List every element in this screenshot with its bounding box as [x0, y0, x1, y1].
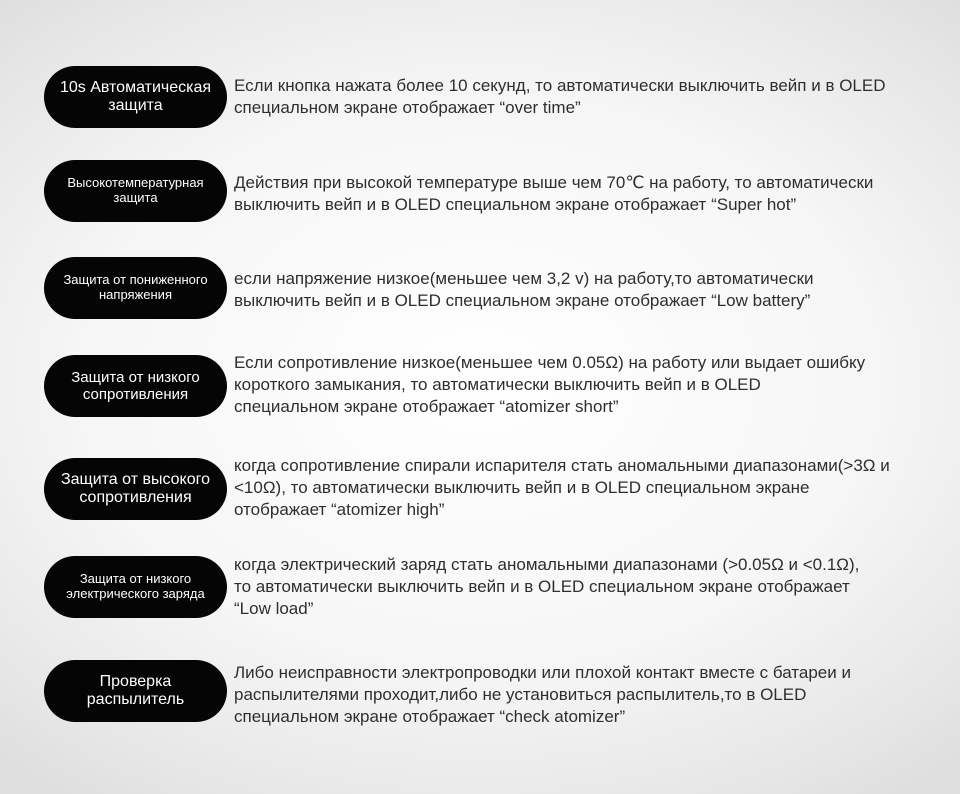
feature-badge — [44, 257, 227, 319]
feature-badge — [44, 66, 227, 128]
feature-description: если напряжение низкое(меньшее чем 3,2 v) на работу,то автоматически выключить вейп и в OLED специальном экране отображает “Low battery” — [234, 269, 814, 310]
feature-description: Действия при высокой температуре выше чем 70℃ на работу, то автоматически выключить вейп и в OLED специальном экране отображает “Super hot” — [234, 173, 874, 214]
feature-badge — [44, 458, 227, 520]
feature-description: Если сопротивление низкое(меньшее чем 0.05Ω) на работу или выдает ошибку короткого замыкания, то автоматически выключить вейп и в OLED специальном экране отображает “atomizer short” — [234, 353, 866, 416]
feature-description: когда электрический заряд стать аномальными диапазонами (>0.05Ω и <0.1Ω), то автоматически выключить вейп и в OLED специальном экране отображает “Low load” — [234, 555, 860, 618]
feature-badge-label: Защита от низкого сопротивления — [71, 368, 200, 403]
feature-badge-label: Высокотемпературная защита — [67, 175, 204, 205]
feature-badge — [44, 160, 227, 222]
feature-badge — [44, 355, 227, 417]
feature-badge-label: Защита от низкого электрического заряда — [66, 571, 205, 601]
feature-badge-label: 10s Автоматическая защита — [59, 78, 212, 114]
feature-description: когда сопротивление спирали испарителя стать аномальными диапазонами(>3Ω и <10Ω), то автоматически выключить вейп и в OLED специальном экране отображает “atomizer high” — [234, 456, 890, 519]
feature-badge-label: Защита от высокого сопротивления — [60, 470, 210, 506]
feature-badge-label: Защита от пониженного напряжения — [63, 272, 208, 302]
feature-badge — [44, 556, 227, 618]
feature-description: Если кнопка нажата более 10 секунд, то автоматически выключить вейп и в OLED специальном экране отображает “over time” — [234, 76, 886, 117]
feature-description: Либо неисправности электропроводки или плохой контакт вместе с батареи и распылителями проходит,либо не установиться распылитель,то в OLED специальном экране отображает “check atomizer” — [234, 663, 851, 726]
feature-badge-label: Проверка распылитель — [86, 672, 185, 708]
feature-badge — [44, 660, 227, 722]
